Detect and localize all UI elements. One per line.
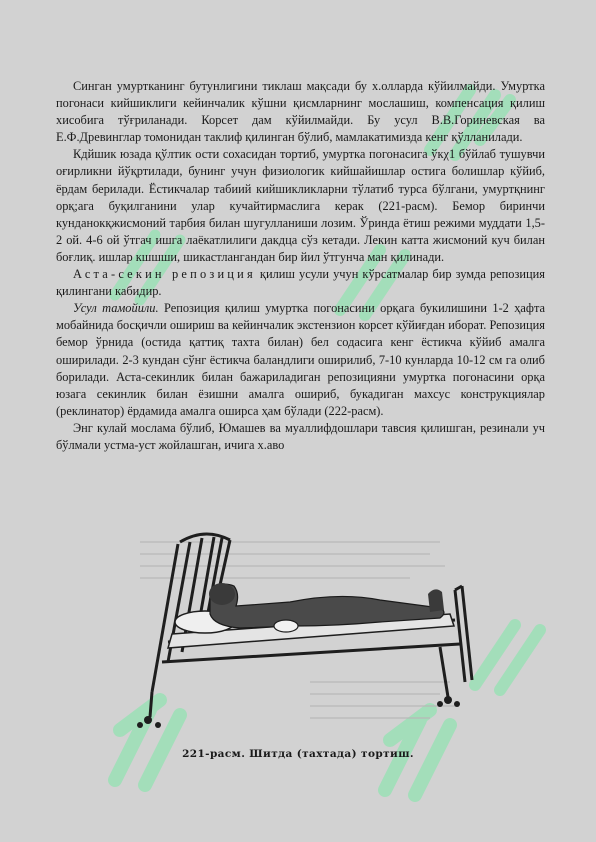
paragraph-text: Энг кулай мослама бўлиб, Юмашев ва муаллифдошлари тавсия қилишган, резинали уч бўлмали устма-уст жойлашган, ичига х.аво — [56, 420, 545, 452]
paragraph-text: Аста-секин репозиция — [73, 267, 256, 282]
body-text — [56, 78, 545, 454]
paragraph-text: Усул тамойили. — [73, 301, 159, 316]
bed-traction-illustration — [110, 522, 490, 750]
paragraph-text: Репозиция қилиш умуртка погонасини орқага букилишини 1-2 ҳафта мобайнида босқичли ошириш ва кейинчалик экстензион корсет кўйиғдан иборат. Репозиция бемор ўрнида (остида қаттиқ тахта билан) бел содасига кенг ёстикча кўйиб амалга оширилади. 2-3 кундан сўнг ёстикча баландлиги оширилиб, 7-10 кунларда 10-12 см га олиб борилади. Аста-секинлик билан бажариладиган репозицияни умуртка погонасини орқа юзага секинлик билан ёзишни амалга ошириб, букадиган махсус конструкциялар (реклинатор) ёрдамида амалга оширса ҳам бўлади (222-расм). — [56, 301, 546, 418]
paragraph — [56, 266, 545, 300]
paragraph — [56, 78, 545, 146]
paragraph — [56, 146, 545, 266]
paragraph — [56, 300, 545, 420]
figure-caption: 221-расм. Шитда (тахтада) тортиш. — [182, 748, 414, 760]
paragraph-text: Кдйшик юзада қўлтик ости сохасидан тортиб, умуртка погонасига ўкχ1 бўйлаб тушувчи оғирликни йўқртилади, бунинг учун физиологик кийшайишлар остига болишлар кўйиб, ёрдам берилади. Ёстикчалар табиий кийшикликларни тўлатиб турса бўлгани, умуртқнинг орқ;ага буқилганини улар кучайтирмаслига керак (221-расм). Бемор биринчи кунданокқжисмоний тарбия билан шугулланиши лозим. Ўринда ётиш режими муддати 1,5-2 ой. 4-6 ой ўтгач ишга лаёкатлилиги дакдца сўз кетади. Лекин катта жисмоний куч билан боғлиқ. ишлар кшшши, шикастлангандан бир йил ўтгунча ман қилинади. — [56, 147, 545, 264]
paragraph-text: Синган умуртканинг бутунлигини тиклаш мақсади бу х.олларда кўйилмайди. Умуртка погонаси кийшиклиги кейинчалик кўшни қисмларнинг мослашиш, компенсация қилиш хисобига тўғриланади. Корсет дам кўйилмайди. Бу усул В.В.Гориневская ва Е.Ф.Древинглар томонидан таклиф қилинган бўлиб, мамлакатимизда кенг қўлланилади. — [56, 79, 545, 145]
paragraph-text: қилиш усули учун кўрсатмалар бир зумда репозиция қилингани кабидир. — [56, 267, 545, 299]
paragraph — [56, 420, 545, 454]
bed-wheels — [137, 696, 460, 728]
